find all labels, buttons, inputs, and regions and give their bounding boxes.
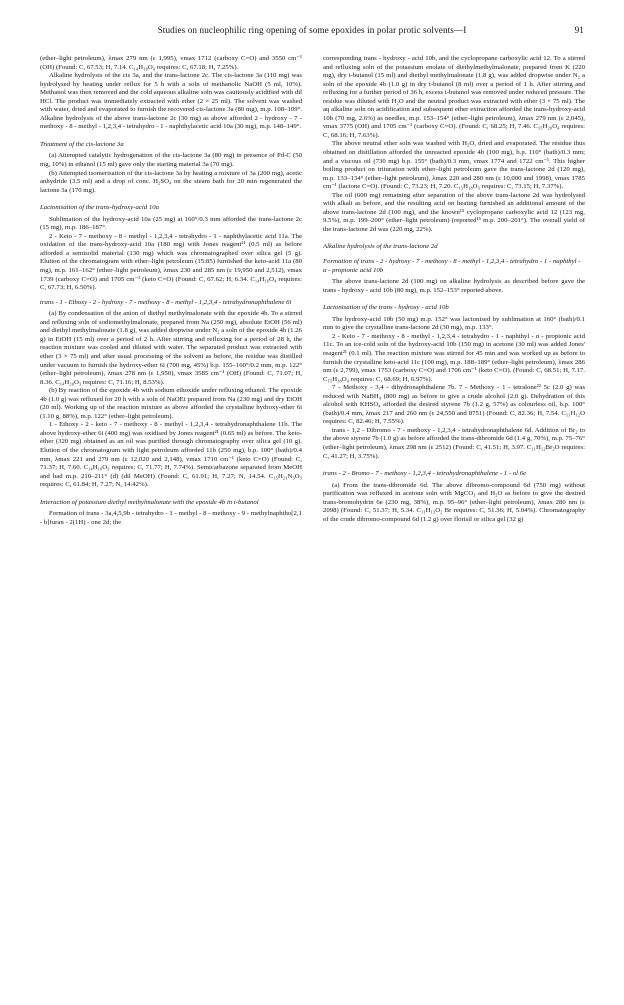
section-heading: trans - 2 - Bromo - 7 - methoxy - 1,2,3,4 - tetrahydronaphthalene - 1 - ol 6e: [323, 470, 527, 478]
section-heading: Interaction of potassium diethyl methylmalonate with the epoxide 4b in t-butanol: [40, 498, 259, 506]
section-heading: Formation of trans - 2 - hydroxy - 7 - methoxy - 8 - methyl - 1,2,3,4 - tetrahydro - 1 - naphthyl - α - propionic acid 10b: [323, 258, 581, 274]
running-title: Studies on nucleophilic ring opening of some epoxides in polar protic solvents—I: [157, 25, 467, 35]
paragraph: 7 - Methoxy - 3,4 - dihydronaphthalene 7b. 7 - Methoxy - 1 - tetralone²² 5c (2.0 g) was reduced with NaBH₄ (800 mg) as before to give a crude alcohol (2.0 g). Dehydration of this alcohol with KHSO₄ afforded the desired styrene 7b (1.2 g, 57%) as colourless oil, b.p. 100° (bath)/0.4 mm, λmax 217 and 260 nm (ε 24,550 and 8751) (Found: C, 82.36; H, 7.54. C₁₁H₁₂O requires: C, 82.46; H, 7.55%).: [323, 384, 585, 426]
section-heading: trans - 1 - Ethoxy - 2 - hydroxy - 7 - methoxy - 8 - methyl - 1,2,3,4 - tetrahydronaphthalene 6i: [40, 298, 292, 306]
paragraph: Sublimation of the hydroxy-acid 10a (25 mg) at 160°/0.3 mm afforded the trans-lactone 2c (15 mg), m.p. 186–187°.: [40, 215, 302, 232]
paragraph: (a) From the trans-dibromide 6d. The above dibromo-compound 6d (750 mg) without purification was refluxed in acetone soln with MgCO₃ and H₂O as before to give the desired trans-bromohydrin 6e (230 mg, 38%), m.p. 95–96° (ether–light petroleum), λmax 280 nm (ε 2098) (Found: C, 51.37; H, 5.34. C₁₁H₁₃O₂ Br requires: C, 51.36; H, 5.04%). Chromatography of the crude dibromo-compound 6d (1.2 g) over florisil or silica gel (32 g): [323, 481, 585, 523]
section-heading: Alkaline hydrolysis of the trans-lactone 2d: [323, 243, 438, 251]
paragraph: (b) By reaction of the epoxide 4b with sodium ethoxide under refluxing ethanol. The epoxide 4b (1.0 g) was refluxed for 20 h with a soln of NaOEt prepared from Na (230 mg) and dry EtOH (20 ml). Working up of the reaction mixture as above afforded the crystalline hydroxy-ether 6i (1.10 g, 88%), m.p. 122° (ether–light petroleum).: [40, 387, 302, 420]
paragraph: The hydroxy-acid 10b (50 mg) m.p. 152° was lactonised by sublimation at 160° (bath)/0.1 mm to give the crystalline trans-lactone 2d (30 mg), m.p. 133°.: [323, 315, 585, 332]
paragraph: 1 - Ethoxy - 2 - keto - 7 - methoxy - 8 - methyl - 1,2,3,4 - tetrahydronaphthalene 11b. The above hydroxy-ether 6i (400 mg) was oxidised by Jones reagent²¹ (0.65 ml) as before. The keto-ether (320 mg) obtained as an oil was purified through chromatography over silica gel (10 g). Elution of the chromatogram with light petroleum afforded 11b (250 mg), b.p. 100° (bath)/0.4 mm, λmax 221 and 279 nm (ε 12,020 and 2,148), νmax 1710 cm⁻¹ (keto C=O) (Found: C, 71.37; H, 7.60. C₁₄H₁₈O₃ requires: C, 71.77; H, 7.74%). Semicarbazone separated from MeOH and had m.p. 210–211° (d) (dil MeOH) (Found: C, 61.91; H, 7.27; N, 14.54. C₁₅H₂₁N₃O₃ requires: C, 61.84; H, 7.27; N, 14.42%).: [40, 421, 302, 489]
paragraph: The above neutral ether soln was washed with H₂O, dried and evaporated. The residue thus obtained on distillation afforded the unreacted epoxide 4b (100 mg), b.p. 110° (bath)/0.3 mm; and a viscous oil (730 mg) b.p. 155° (bath)/0.3 mm, νmax 1774 and 1722 cm⁻¹. This higher boiling product on trituration with ether–light petroleum gave the trans-lactone 2d (120 mg), m.p. 133–134° (ether–light petroleum), λmax 220 and 280 nm (ε 10,000 and 1998), νmax 1785 cm⁻¹ (lactone C=O). (Found: C, 73.23; H, 7.20. C₁₅H₁₈O₃ requires: C, 73.15; H, 7.37%).: [323, 140, 585, 191]
paragraph: 2 - Keto - 7 - methoxy - 8 - methyl - 1,2,3,4 - tetrahydro - 1 - naphthylacetic acid 11a. The oxidation of the trans-hydroxy-acid 10a (180 mg) with Jones reagent²¹ (0.5 ml) as before afforded a semisolid material (130 mg) which was chromatographed over silica gel (5 g). Elution of the chromatogram with ether–light petroleum (15:85) furnished the keto-acid 11a (80 mg), m.p. 161–162° (ether–light petroleum), λmax 230 and 285 nm (ε 19,950 and 2,512), νmax 1739 (carboxy C=O) and 1705 cm⁻¹ (keto C=O) (Found: C, 67.62; H, 6.34. C₁₄H₁₆O₄ requires: C, 67.73; H, 6.50%).: [40, 232, 302, 292]
paragraph: trans - 1,2 - Dibromo - 7 - methoxy - 1,2,3,4 - tetrahydronaphthalene 6d. Addition of Br₂ to the above styrene 7b (1.0 g) as before afforded the trans-dibromide 6d (1.4 g, 70%), m.p. 75–76° (ether–light petroleum), λmax 298 nm (ε 2512) (Found: C, 41.51; H, 3.97. C₁₁H₁₂Br₂O requires: C, 41.27; H, 3.75%).: [323, 426, 585, 460]
paragraph: corresponding trans - hydroxy - acid 10b, and the cyclopropane carboxylic acid 12. To a stirred and refluxing soln of the potassium enolate of diethylmethylmalonate, prepared from K (220 mg), dry t-butanol (15 ml) and diethyl methylmalonate (1.8 g), was added dropwise under N₂ a soln of the epoxide 4b (1.0 g) in dry t-butanol (8 ml) over a period of 1 h. After stirring and refluxing for a further period of 36 h, excess t-butanol was removed under reduced pressure. The residue was diluted with H₂O and the neutral product was extracted with ether (3 × 75 ml). The aq alkaline soln on acidification and subsequent ether extraction afforded the trans-hydroxy-acid 10b (70 mg, 2.6%) as needles, m.p. 153–154° (ether–light petroleum), λmax 279 nm (ε 2,045), νmax 3775 (OH) and 1705 cm⁻¹ (carboxy C=O). (Found: C, 68.25; H, 7.46. C₁₅H₂₀O₄ requires: C, 68.16; H, 7.63%).: [323, 55, 585, 139]
paragraph: Alkaline hydrolysis of the cis 3a, and the trans-lactone 2c. The cis-lactone 3a (110 mg) was hydrolysed by heating under reflux for 5 h with a soln of methanolic NaOH (5 ml, 10%). Methanol was then removed and the cold aqueous alkaline soln was cautiously acidified with dil HCl. The product was immediately extracted with ether (2 × 25 ml). The solvent was washed with water, dried and evaporated to furnish the recovered cis-lactone 3a (80 mg), m.p. 108–109°. Alkaline hydrolysis of the above trans-lactone 2c (30 mg) as above afforded 2 - hydroxy - 7 - methoxy - 8 - methyl - 1,2,3,4 - tetrahydro - 1 - naphthylacetic acid 10a (30 mg), m.p. 148–149°.: [40, 72, 302, 131]
left-column: [40, 55, 302, 990]
section-heading: Lactonisation of the trans - hydroxy - acid 10b: [323, 304, 449, 312]
paragraph: The oil (600 mg) remaining after separation of the above trans-lactone 2d was hydrolysed with alkali as before, and the resulting acid on heating furnished an additional amount of the above trans-lactone 2d (100 mg), and the known¹⁵ cyclopropane carboxylic acid 12 (123 mg, 9.5%), m.p. 199–200° (ether–light petroleum) (reported¹⁵ m.p. 200–201°). The overall yield of the trans-lactone 2d was (220 mg, 22%).: [323, 191, 585, 233]
paragraph: (ether–light petroleum), λmax 279 nm (ε 1,995), νmax 1712 (carboxy C=O) and 3550 cm⁻¹ (OH) (Found: C, 67.53; H, 7.14. C₁₄H₁₈O₄ requires: C, 67.18; H, 7.25%).: [40, 55, 302, 71]
right-column: [323, 55, 585, 990]
paragraph: Formation of trans - 3a,4,5,9b - tetrahydro - 1 - methyl - 8 - methoxy - 9 - methylnaphtho[2,1 - b]furan - 2(1H) - one 2d; the: [40, 510, 302, 526]
page-number: 91: [574, 25, 584, 35]
paragraph: (b) Attempted isomerisation of the cis-lactone 3a by heating a mixture of 3a (200 mg), acetic anhydride (3.5 ml) and a drop of conc. H₂SO₄ on the steam bath for 20 min regenerated the lactone 3a (170 mg).: [40, 169, 302, 194]
paragraph: (a) By condensation of the anion of diethyl methylmalonate with the epoxide 4b. To a stirred and refluxing soln of sodiomethylmalonate, prepared from Na (250 mg), absolute EtOH (56 ml) and diethyl methylmalonate (1.8 g), was added dropwise under N₂ a soln of the epoxide 4b (1.26 g) in EtOH (15 ml) over a period of 2 h. After stirring and refluxing for a period of 28 h, the reaction mixture was cooled and diluted with water. The separated product was extracted with ether (3 × 75 ml) and after usual processing of the solvent as before, the residue was distilled under vacuum to furnish the hydroxy-ether 6i (700 mg, 45%) b.p. 155–160°/0.2 mm, m.p. 122° (ether–light petroleum), λmax 278 nm (ε 1,950), νmax 3585 cm⁻¹ (OH) (Found: C, 71.07; H, 8.36. C₁₄H₂₀O₃ requires: C, 71.16; H, 8.53%).: [40, 310, 302, 386]
paragraph: (a) Attempted catalytic hydrogenation of the cis-lactone 3a (80 mg) in presence of Pd-C (50 mg, 10%) in ethanol (15 ml) gave only the starting material 3a (70 mg).: [40, 152, 302, 169]
section-heading: Treatment of the cis-lactone 3a: [40, 140, 124, 148]
paragraph: The above trans-lactone 2d (100 mg) on alkaline hydrolysis as described before gave the trans - hydroxy - acid 10b (80 mg), m.p. 152–153° reported above.: [323, 278, 585, 294]
running-head: [40, 25, 584, 39]
paragraph: 2 - Keto - 7 - methoxy - 8 - methyl - 1,2,3,4 - tetrahydro - 1 - naphthyl - α - propionic acid 11c. To an ice-cold soln of the hydroxy-acid 10b (150 mg) in acetone (30 ml) was added Jones' reagent²¹ (0.1 ml). The reaction mixture was stirred for 45 min and was worked up as before to furnish the crystalline keto-acid 11c (100 mg), m.p. 188–189° (ether–light petroleum), λmax 286 nm (ε 2,799), νmax 1753 (carboxy C=O) and 1706 cm⁻¹ (keto C=O). (Found: C, 68.51; H, 7.17. C₁₅H₁₈O₄ requires: C, 68.69; H, 6.97%).: [323, 332, 585, 383]
section-heading: Lactonisation of the trans-hydroxy-acid 10a: [40, 204, 159, 212]
